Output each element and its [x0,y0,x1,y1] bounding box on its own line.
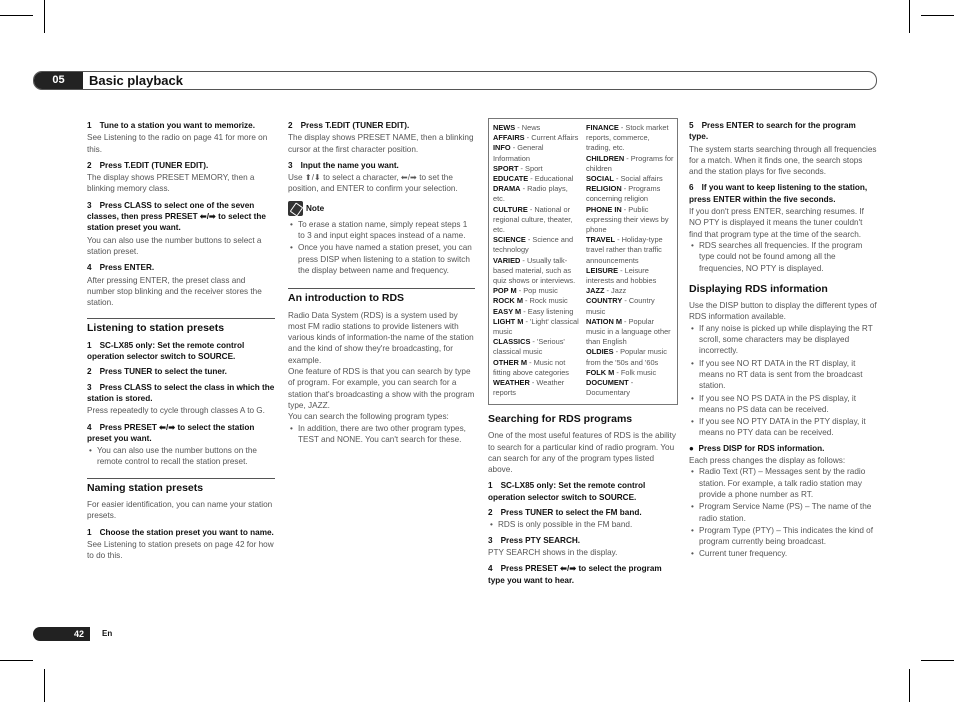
step: 2 Press TUNER to select the tuner. [87,367,227,377]
bullet-item: • If you see NO PS DATA in the PS display, it means no PS data can be received. [699,393,877,416]
crop-mark [921,15,954,16]
program-type-code: ROCK M [493,296,523,306]
step-body: The display shows PRESET NAME, then a blinking cursor at the first character position. [288,133,474,154]
step: 2 Press T.EDIT (TUNER EDIT). [87,160,209,170]
section-body: Use the DISP button to display the different types of RDS information available. [689,301,877,322]
program-type-description: - National or regional culture, theater, etc. [493,204,573,235]
chapter-title: Basic playback [89,73,183,88]
step-body: You can also use the number buttons to select a station preset. [87,235,262,256]
bullet-item: • Current tuner frequency. [699,548,877,559]
section-heading: Naming station presets [87,478,275,494]
section-heading: Searching for RDS programs [488,413,633,425]
column-1 [87,120,275,567]
chapter-header [33,71,877,90]
step: 1 Choose the station preset you want to name. [87,527,274,537]
program-type-code: JAZZ [586,286,605,296]
program-type-entry [493,337,581,357]
program-type-description: - Documentary [586,378,634,398]
bullet-dot-icon: ● [689,443,694,453]
program-type-entry [586,368,674,378]
program-type-code: CLASSICS [493,337,531,347]
program-type-description: - Programs for children [586,153,674,173]
bullet-list [488,519,676,530]
program-type-description: - Stock market reports, commerce, trading, etc. [586,123,669,153]
program-type-code: RELIGION [586,184,622,194]
program-type-description: - Popular music from the '50s and '60s [586,347,667,367]
step-body: The system starts searching through all frequencies for a match. When it finds one, the search stops and the station plays for five seconds. [689,144,877,177]
program-type-description: - Folk music [614,367,657,377]
program-type-entry [586,286,674,296]
program-type-entry [586,174,674,184]
program-type-code: LIGHT M [493,316,524,326]
program-type-entry [493,205,581,236]
crop-mark [921,660,954,661]
program-type-description: - Popular music in a language other than English [586,316,671,347]
bullet-item: • Radio Text (RT) – Messages sent by the radio station. For example, a talk radio station may provide a phone number as RT. [699,466,877,500]
program-type-code: SPORT [493,163,519,173]
program-type-code: COUNTRY [586,296,623,306]
program-type-code: NEWS [493,123,516,132]
program-type-description: - 'Light' classical music [493,316,579,337]
crop-mark [0,660,33,661]
program-type-code: EDUCATE [493,174,529,184]
crop-mark [44,669,45,702]
program-type-description: - Social affairs [613,174,663,184]
bullet-list [288,219,475,276]
bullet-item: • RDS searches all frequencies. If the program type could not be found among all the frequencies, NO PTY is displayed. [699,240,877,274]
program-type-code: OLDIES [586,347,614,357]
program-type-entry [586,154,674,174]
bullet-item: • Once you have named a station preset, you can press DISP when listening to a station to switch the display between name and frequency. [298,242,475,276]
step: 4 Press PRESET ⬅/➡ to select the program type you want to hear. [488,564,662,585]
program-type-table [488,118,678,405]
program-type-description: - 'Serious' classical music [493,337,565,357]
program-type-entry [586,184,674,204]
program-type-entry [586,317,674,348]
program-type-entry [586,347,674,367]
program-type-code: WEATHER [493,378,530,388]
program-type-description: - Pop music [516,286,558,296]
program-type-description: - Programs concerning religion [586,184,661,204]
program-type-entry [493,164,581,174]
paragraph: One feature of RDS is that you can search by type of program. For example, you can search for a station that's broadcasting a show with the program type, JAZZ. [288,367,475,410]
step: 1 SC-LX85 only: Set the remote control operation selector switch to SOURCE. [87,340,245,362]
program-type-entry [493,174,581,184]
step: 2 Press T.EDIT (TUNER EDIT). [288,121,410,130]
step-body: If you don't press ENTER, searching resumes. If NO PTY is displayed it means the tuner couldn't find that program type at the time of the search. [689,207,864,239]
program-type-description: - Easy listening [521,306,574,316]
program-type-code: INFO [493,143,511,153]
program-type-entry [586,123,674,154]
step: 3 Press PTY SEARCH. [488,535,581,545]
step-body: After pressing ENTER, the preset class and number stop blinking and the receiver stores the station. [87,275,262,308]
program-type-column-left [493,123,581,398]
program-type-code: AFFAIRS [493,133,525,143]
step: 4 Press PRESET ⬅/➡ to select the station preset you want. [87,422,255,443]
bullet-item: • If you see NO PTY DATA in the PTY display, it means no PTY data can be received. [699,416,877,439]
program-type-description: - Science and technology [493,235,574,255]
step: 3 Press CLASS to select one of the seven classes, then press PRESET ⬅/➡ to select the station preset you want. [87,200,266,233]
step-body: See Listening to station presets on page 42 for how to do this. [87,539,274,561]
program-type-entry [493,286,581,296]
bullet-list [689,466,877,559]
step-body: The display shows PRESET MEMORY, then a blinking memory class. [87,173,255,194]
program-type-entry [493,307,581,317]
step-body: Press repeatedly to cycle through classes A to G. [87,406,265,416]
program-type-code: SOCIAL [586,174,614,184]
bullet-item: • Program Type (PTY) – This indicates the kind of program currently being broadcast. [699,525,877,548]
program-type-code: CULTURE [493,204,528,214]
program-type-entry [493,184,581,204]
program-type-description: - Public expressing their views by phone [586,204,669,235]
bullet-list [87,445,275,468]
program-type-code: TRAVEL [586,235,616,245]
bullet-item: • If you see NO RT DATA in the RT display, it means no RT data is sent from the broadcast station. [699,358,877,392]
program-type-code: FOLK M [586,367,615,377]
chapter-number: 05 [34,72,83,89]
program-type-code: CHILDREN [586,153,625,163]
crop-mark [44,0,45,33]
program-type-code: EASY M [493,306,522,316]
crop-mark [909,0,910,33]
program-type-column-right [586,123,674,398]
section-heading: An introduction to RDS [288,288,475,304]
program-type-code: SCIENCE [493,235,526,245]
program-type-description: - Sport [518,163,543,173]
step: 2 Press TUNER to select the FM band. [488,508,642,518]
page-number: 42 [33,627,90,641]
bullet-item: • Program Service Name (PS) – The name of the radio station. [699,501,877,524]
program-type-code: VARIED [493,255,521,265]
step-body: Each press changes the display as follows: [689,456,846,466]
program-type-code: PHONE IN [586,204,622,214]
step-body: See Listening to the radio on page 41 for more on this. [87,133,268,154]
section-body: For easier identification, you can name your station presets. [87,500,273,521]
program-type-entry [586,235,674,266]
program-type-code: FINANCE [586,123,619,132]
step: 6 If you want to keep listening to the station, press ENTER within the five seconds. [689,183,868,204]
program-type-entry [493,296,581,306]
paragraph: You can search the following program types: [288,412,449,422]
step: 3 Input the name you want. [288,160,399,170]
bullet-item: • RDS is only possible in the FM band. [498,519,676,530]
step: ● Press DISP for RDS information. [689,443,825,453]
bullet-list [689,323,877,439]
program-type-entry [586,205,674,236]
program-type-entry [493,133,581,143]
step: 4 Press ENTER. [87,263,155,273]
language-code: En [102,629,113,638]
bullet-item: • If any noise is picked up while displaying the RT scroll, some characters may be displayed incorrectly. [699,323,877,357]
program-type-code: NATION M [586,316,622,326]
step: 1 SC-LX85 only: Set the remote control operation selector switch to SOURCE. [488,481,646,502]
section-heading: Displaying RDS information [689,282,828,295]
crop-mark [909,669,910,702]
step: 1 Tune to a station you want to memorize. [87,121,255,130]
program-type-description: - Jazz [604,286,627,296]
program-type-description: - News [515,123,541,132]
step: 3 Press CLASS to select the class in which the station is stored. [87,382,275,403]
program-type-description: - Country music [586,296,655,316]
bullet-list [689,240,877,274]
note-heading [288,201,475,216]
program-type-entry [493,317,581,337]
program-type-description: - Leisure interests and hobbies [586,265,657,286]
program-type-description: - Current Affairs [524,133,579,143]
program-type-description: - Educational [528,174,574,184]
program-type-entry [493,378,581,398]
program-type-description: - Weather reports [493,378,565,398]
column-3 [488,414,676,587]
program-type-entry [493,123,581,133]
step: 5 Press ENTER to search for the program type. [689,121,856,142]
program-type-description: - Rock music [522,296,568,306]
bullet-item: • To erase a station name, simply repeat steps 1 to 3 and input eight spaces instead of a name. [298,219,475,242]
step-body: PTY SEARCH shows in the display. [488,547,618,557]
section-body: One of the most useful features of RDS is the ability to search for a particular kind of radio program. You can search for any of the program types listed above. [488,431,676,475]
step-body: Use ⬆/⬇ to select a character, ⬅/➡ to set the position, and ENTER to confirm your selection. [288,173,458,194]
section-heading: Listening to station presets [87,318,275,334]
program-type-entry [586,296,674,316]
program-type-description: - General Information [493,143,544,163]
program-type-description: - Usually talk-based material, such as quiz shows or interviews. [493,255,576,286]
bullet-list [288,423,475,446]
program-type-entry [586,266,674,286]
crop-mark [0,15,33,16]
bullet-item: • In addition, there are two other program types, TEST and NONE. You can't search for these. [298,423,475,446]
program-type-description: - Radio plays, etc. [493,184,568,204]
program-type-entry [493,358,581,378]
program-type-entry [493,235,581,255]
program-type-description: - Holiday-type travel rather than traffic announcements [586,235,663,265]
program-type-code: DRAMA [493,184,521,194]
program-type-description: - Music not fitting above categories [493,357,570,377]
paragraph: Radio Data System (RDS) is a system used by most FM radio stations to provide listeners with various kinds of information-the name of the station and the kind of show they're broadcasting, for example. [288,310,474,365]
bullet-item: • You can also use the number buttons on the remote control to recall the station preset. [97,445,275,468]
program-type-code: LEISURE [586,265,619,275]
note-label: Note [306,203,325,213]
program-type-entry [586,378,674,398]
column-4 [689,120,877,564]
program-type-code: DOCUMENT [586,378,629,388]
program-type-entry [493,143,581,163]
program-type-code: POP M [493,286,517,296]
column-2 [288,120,475,449]
pencil-note-icon [288,201,303,216]
program-type-code: OTHER M [493,357,528,367]
program-type-entry [493,256,581,287]
